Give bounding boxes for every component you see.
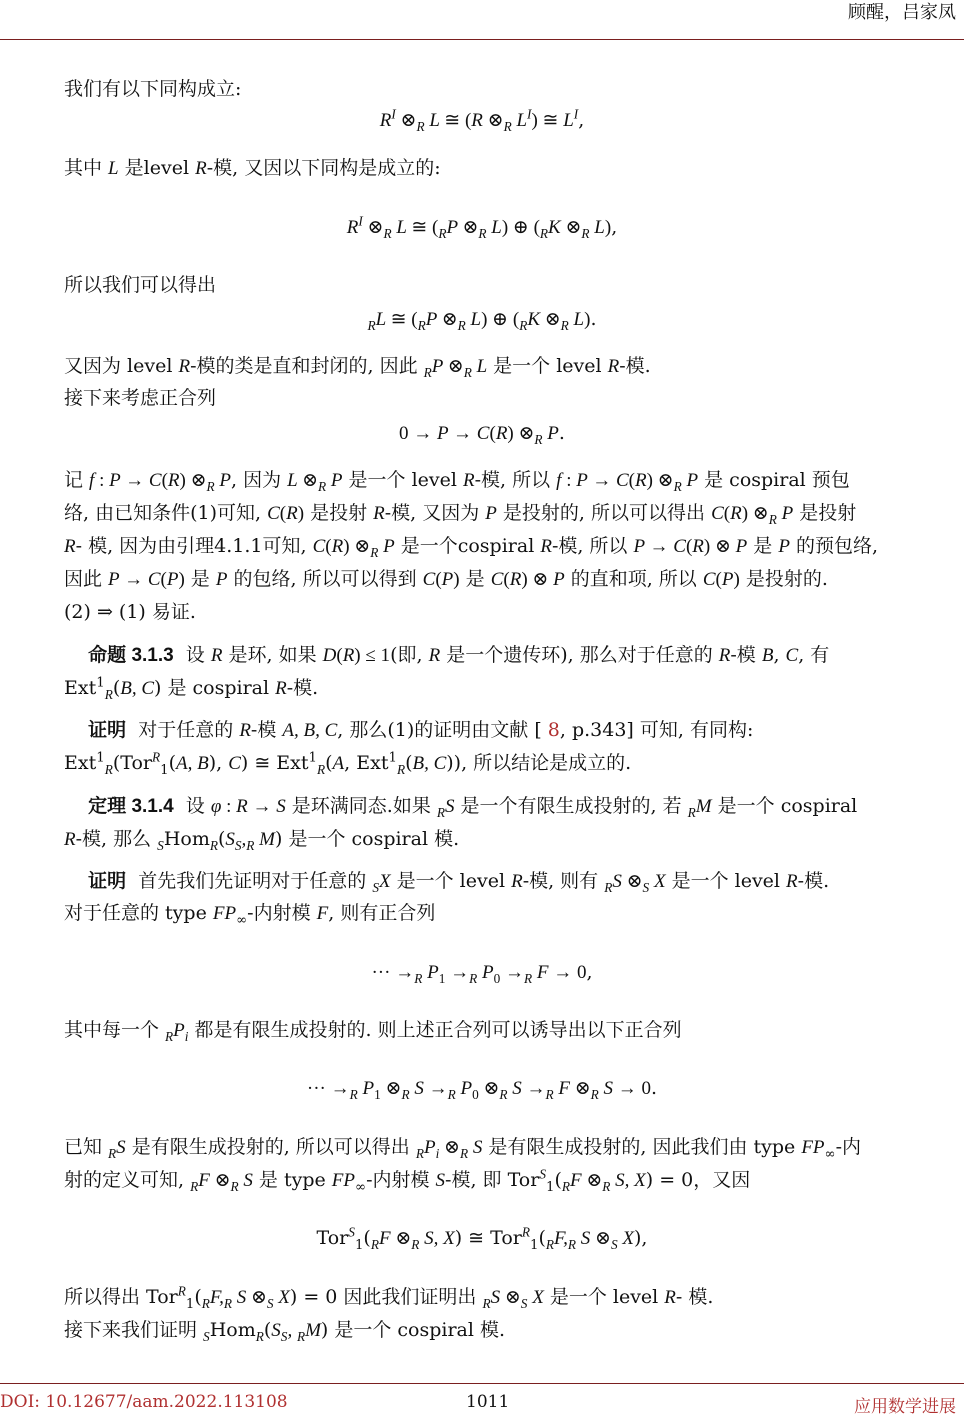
paragraph: 接下来我们证明 $_SHom_R(S_S$, $_R$M) 是一个 cospiral 模.: [64, 1319, 506, 1344]
paragraph: 所以得出 $Tor^R_1(_RF,_R$ S $\otimes_S$ X) = 0 因此我们证明出 $_R$S $\otimes_S$ X 是一个 level R- 模.: [64, 1283, 714, 1312]
theorem-cont: R-模, 那么 $_SHom_R(S_S,_R$ M) 是一个 cospiral 模.: [64, 828, 460, 853]
paragraph: 射的定义可知, $_R$F $\otimes_R$ S 是 type $FP_\infty-$内射模 S-模, 即 $Tor^S_1(_RF$ $\otimes_R$ S, X) = 0，又因: [64, 1166, 751, 1195]
proof: 证明 对于任意的 R-模 A, B, C, 那么(1)的证明由文献 [ 8, p.343] 可知, 有同构:: [88, 719, 754, 741]
proof-cont: Ext$^1_R$(Tor$^R_1$(A, B), C) ≅ Ext$^1_R$(A, Ext$^1_R$(B, C)), 所以结论是成立的.: [64, 749, 632, 778]
equation: 0 → P → C(R) $\otimes_R$ P.: [399, 422, 565, 447]
paragraph: 已知 $_R$S 是有限生成投射的, 所以可以得出 $_RP_i$ $\otimes_R$ S 是有限生成投射的, 因此我们由 type $FP_\infty-$内: [64, 1136, 862, 1162]
doi-link[interactable]: DOI: 10.12677/aam.2022.113108: [0, 1392, 288, 1412]
equation: ··· $\to_R$ $P_1 \to_R$ $P_0 \to_R$ F → 0,: [371, 961, 593, 986]
header-rule: [0, 39, 964, 40]
equation: ··· $\to_R$ $P_1$ $\otimes_R$ $S \to_R$ $P_0$ $\otimes_R$ $S \to_R$ F $\otimes_R$ S → 0.: [306, 1077, 658, 1102]
paragraph: 又因为 level R-模的类是直和封闭的, 因此 $_R$P $\otimes_R$ L 是一个 level R-模.: [64, 355, 651, 380]
proposition-cont: Ext$^1_R$(B, C) 是 cospiral R-模.: [64, 675, 319, 702]
paragraph: 接下来考虑正合列: [64, 387, 217, 409]
equation: $R^I$ $\otimes_R$ L ≅ ($_RP$ $\otimes_R$ L) ⊕ ($_RK$ $\otimes_R$ L),: [346, 213, 618, 241]
paragraph: 我们有以下同构成立:: [64, 78, 242, 100]
paragraph: 因此 P → C(P) 是 P 的包络, 所以可以得到 C(P) 是 C(R) ⊗ P 的直和项, 所以 C(P) 是投射的.: [64, 568, 828, 590]
equation: $_R$L ≅ ($_RP$ $\otimes_R$ L) ⊕ ($_RK$ $\otimes_R$ L).: [367, 308, 597, 333]
citation-link[interactable]: 8: [547, 719, 560, 741]
theorem: 定理 3.1.4 设 φ : R → S 是环满同态.如果 $_R$S 是一个有限生成投射的, 若 $_R$M 是一个 cospiral: [88, 795, 858, 820]
paragraph: R- 模, 因为由引理4.1.1可知, C(R) $\otimes_R$ P 是一个cospiral R-模, 所以 P → C(R) ⊗ P 是 P 的预包络,: [64, 535, 879, 560]
paragraph: 络, 由已知条件(1)可知, C(R) 是投射 R-模, 又因为 P 是投射的, 所以可以得出 C(R) $\otimes_R$ P 是投射: [64, 502, 857, 527]
running-header: 顾醒，吕家凤: [848, 2, 956, 23]
paragraph: 其中 L 是level R-模, 又因以下同构是成立的:: [64, 157, 441, 179]
paragraph: 记 f : P → C(R) $\otimes_R$ P, 因为 L $\otimes_R$ P 是一个 level R-模, 所以 f : P → C(R) $\otimes_R$ P 是 cospiral 预包: [64, 469, 850, 494]
proof: 证明 首先我们先证明对于任意的 $_S$X 是一个 level R-模, 则有 $_R$S $\otimes_S$ X 是一个 level R-模.: [88, 870, 830, 895]
journal-name: 应用数学进展: [854, 1397, 956, 1417]
equation: $R^I$ $\otimes_R$ L ≅ (R $\otimes_R$ $L^I$) ≅ $L^I$,: [379, 106, 585, 134]
footer-rule: [0, 1383, 964, 1384]
paragraph: 其中每一个 $_RP_i$ 都是有限生成投射的. 则上述正合列可以诱导出以下正合列: [64, 1019, 682, 1044]
paragraph: 所以我们可以得出: [64, 274, 217, 296]
proposition: 命题 3.1.3 设 R 是环, 如果 D(R) ≤ 1(即, R 是一个遗传环), 那么对于任意的 R-模 B, C, 有: [88, 644, 830, 666]
paragraph: (2) ⇒ (1) 易证.: [64, 601, 196, 623]
page-number: 1011: [466, 1392, 510, 1412]
paragraph: 对于任意的 type $FP_\infty-$内射模 F, 则有正合列: [64, 902, 436, 928]
equation: $Tor^S_1(_RF$ $\otimes_R$ S, X) ≅ $Tor^R_1(_RF,_R$ S $\otimes_S$ X),: [316, 1224, 648, 1253]
